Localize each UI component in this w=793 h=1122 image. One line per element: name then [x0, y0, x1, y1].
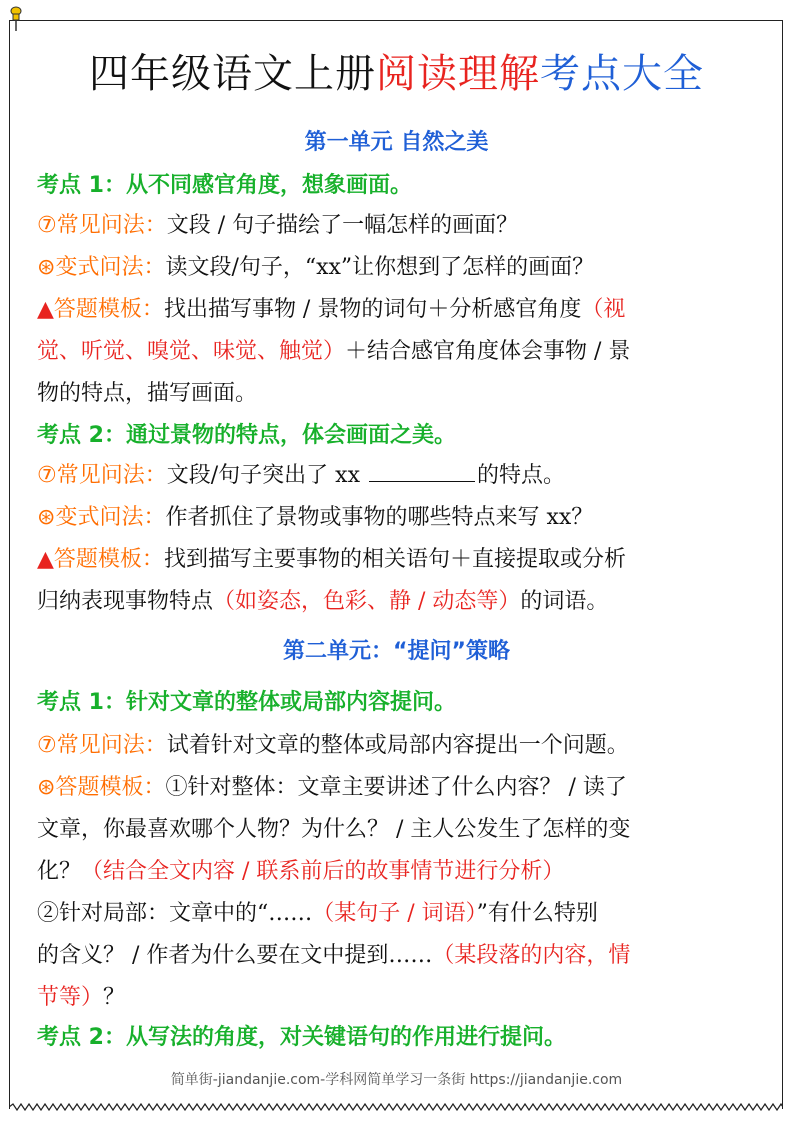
unit2-point1-question: ⑦常见问法：试着针对文章的整体或局部内容提出一个问题。	[37, 733, 629, 758]
fill-in-blank	[369, 461, 475, 482]
unit2-point1-local: ②针对局部：文章中的“……（某句子 / 词语）”有什么特别	[37, 901, 598, 926]
unit1-point1-title: 考点 1：从不同感官角度，想象画面。	[37, 173, 412, 198]
unit1-point2-answer: ▲答题模板：找到描写主要事物的相关语句＋直接提取或分析	[37, 547, 626, 572]
unit1-point2-question: ⑦常见问法：文段/句子突出了 xx 的特点。	[37, 463, 565, 488]
asterisk-circle-icon: ⊛	[37, 775, 56, 800]
unit1-point1-answer-cont: 觉、听觉、嗅觉、味觉、触觉）＋结合感官角度体会事物 / 景	[37, 339, 631, 364]
unit1-point2-variant: ⊛变式问法：作者抓住了景物或事物的哪些特点来写 xx？	[37, 505, 594, 530]
footer-watermark: 简单街-jiandanjie.com-学科网简单学习一条街 https://jiandanjie.com	[170, 1072, 623, 1088]
unit1-point1-variant: ⊛变式问法：读文段/句子，“xx”让你想到了怎样的画面？	[37, 255, 595, 280]
unit2-point2-title: 考点 2：从写法的角度，对关键语句的作用进行提问。	[37, 1025, 566, 1050]
pushpin-icon	[8, 6, 24, 32]
unit2-point1-title: 考点 1：针对文章的整体或局部内容提问。	[37, 690, 456, 715]
question-circle-icon: ⑦	[37, 213, 57, 238]
unit1-point1-answer: ▲答题模板：找出描写事物 / 景物的词句＋分析感官角度（视	[37, 297, 626, 322]
question-circle-icon: ⑦	[37, 463, 57, 488]
bottom-zigzag-border	[9, 1102, 783, 1112]
triangle-icon: ▲	[37, 297, 54, 322]
unit2-heading: 第二单元：“提问”策略	[283, 639, 510, 664]
unit1-point2-title: 考点 2：通过景物的特点，体会画面之美。	[37, 423, 456, 448]
unit2-point1-local-cont: 的含义？ / 作者为什么要在文中提到……（某段落的内容，情	[37, 943, 631, 968]
unit2-point1-answer: ⊛答题模板：①针对整体：文章主要讲述了什么内容？ / 读了	[37, 775, 627, 800]
unit1-point2-answer-cont: 归纳表现事物特点（如姿态，色彩、静 / 动态等）的词语。	[37, 589, 609, 614]
unit2-point1-local-end: 节等）？	[37, 985, 126, 1010]
unit1-point1-answer-end: 物的特点，描写画面。	[37, 381, 258, 406]
unit1-point1-question: ⑦常见问法：文段 / 句子描绘了一幅怎样的画面？	[37, 213, 519, 238]
question-circle-icon: ⑦	[37, 733, 57, 758]
unit1-heading: 第一单元 自然之美	[304, 130, 489, 155]
asterisk-circle-icon: ⊛	[37, 505, 56, 530]
unit2-point1-answer-cont: 文章，你最喜欢哪个人物？为什么？ / 主人公发生了怎样的变	[37, 817, 631, 842]
asterisk-circle-icon: ⊛	[37, 255, 56, 280]
unit2-point1-answer-end: 化？（结合全文内容 / 联系前后的故事情节进行分析）	[37, 859, 565, 884]
triangle-icon: ▲	[37, 547, 54, 572]
page-title: 四年级语文上册阅读理解考点大全	[89, 51, 704, 97]
